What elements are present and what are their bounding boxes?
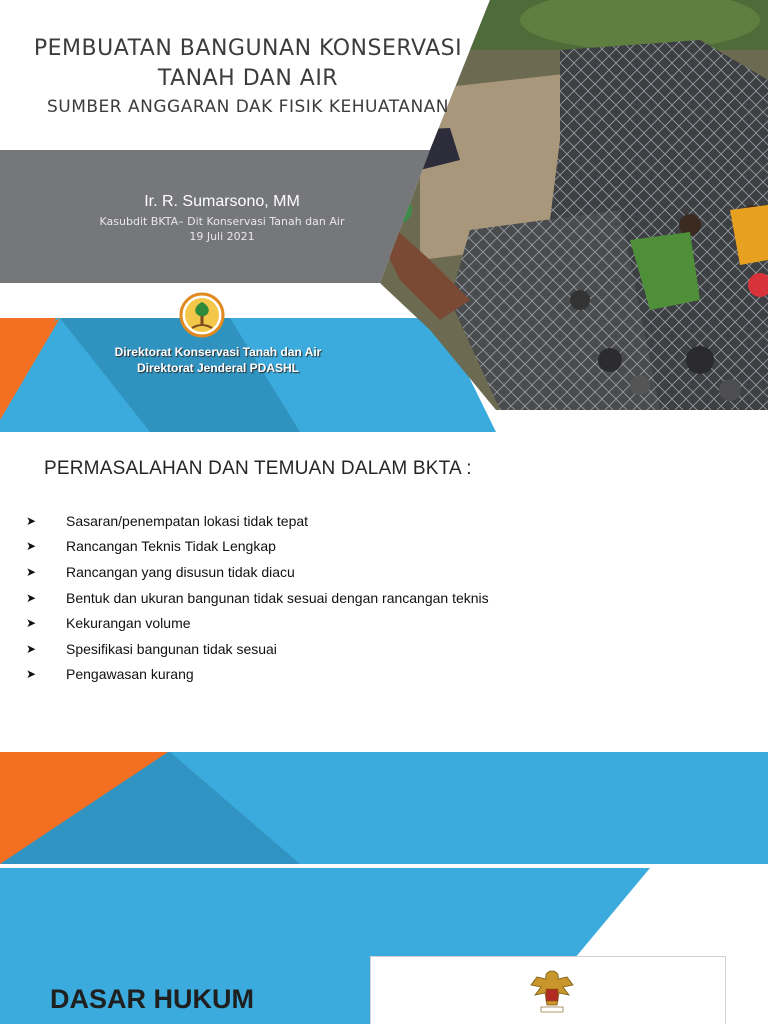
org-line-1: Direktorat Konservasi Tanah dan Air: [114, 345, 322, 359]
slide-heading: PERMASALAHAN DAN TEMUAN DALAM BKTA :: [44, 458, 472, 479]
legal-basis-slide: [0, 752, 768, 1024]
list-item: [26, 508, 489, 534]
title-line-1: PEMBUATAN BANGUNAN KONSERVASI: [33, 36, 463, 61]
org-line-2: Direktorat Jenderal PDASHL: [136, 361, 300, 375]
arrow-bullet-icon: ➤: [26, 513, 37, 528]
list-item: [26, 559, 489, 585]
list-item: [26, 636, 489, 662]
presentation-date: 19 Juli 2021: [189, 230, 255, 243]
title-line-2: TANAH DAN AIR: [157, 66, 339, 91]
arrow-bullet-icon: ➤: [26, 616, 37, 631]
arrow-bullet-icon: ➤: [26, 539, 37, 554]
subtitle-line: SUMBER ANGGARAN DAK FISIK KEHUATANAN: [46, 97, 450, 117]
garuda-emblem-icon: [527, 965, 577, 1024]
findings-list: [26, 508, 489, 687]
list-item-text: Rancangan yang disusun tidak diacu: [66, 563, 295, 580]
list-item-text: Sasaran/penempatan lokasi tidak tepat: [66, 512, 309, 529]
arrow-bullet-icon: ➤: [26, 564, 37, 579]
problems-slide: [0, 432, 768, 752]
list-item: [26, 534, 489, 560]
title-slide: [0, 0, 768, 432]
ministry-logo-icon: [178, 292, 226, 338]
list-item-text: Rancangan Teknis Tidak Lengkap: [66, 538, 276, 555]
arrow-bullet-icon: ➤: [26, 590, 37, 605]
list-item-text: Kekurangan volume: [66, 615, 191, 632]
list-item: [26, 662, 489, 688]
slide-title: DASAR HUKUM: [50, 984, 254, 1014]
list-item: [26, 585, 489, 611]
list-item-text: Pengawasan kurang: [66, 666, 194, 683]
list-item: [26, 610, 489, 636]
arrow-bullet-icon: ➤: [26, 667, 37, 682]
author-name: Ir. R. Sumarsono, MM: [144, 193, 300, 210]
document-preview: [370, 956, 726, 1024]
arrow-bullet-icon: ➤: [26, 641, 37, 656]
list-item-text: Bentuk dan ukuran bangunan tidak sesuai dengan rancangan teknis: [66, 589, 489, 606]
list-item-text: Spesifikasi bangunan tidak sesuai: [66, 640, 277, 657]
author-position: Kasubdit BKTA– Dit Konservasi Tanah dan Air: [99, 215, 345, 228]
